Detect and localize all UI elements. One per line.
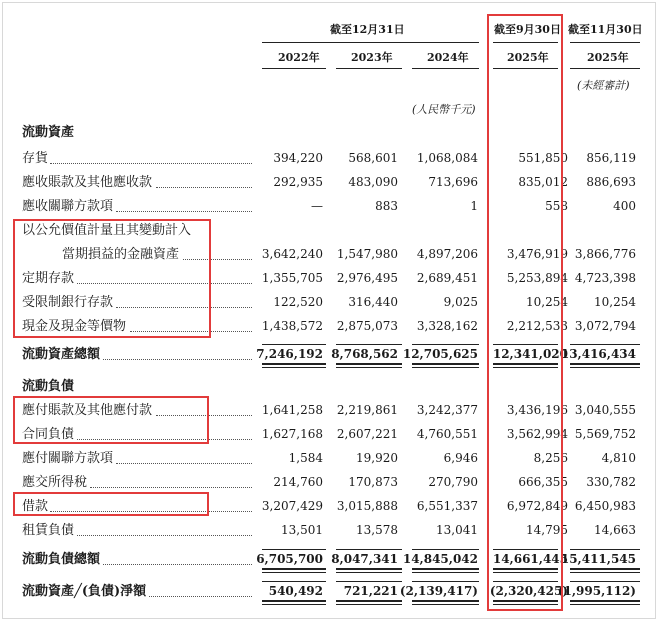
asset-row-label-5: 受限制銀行存款 — [22, 295, 114, 310]
header-nov30-rule — [570, 42, 640, 43]
liability-total-value-4: 15,411,545 — [560, 552, 636, 566]
liability-row-5-value-0: 13,501 — [281, 523, 323, 537]
liability-row-2-value-1: 19,920 — [356, 451, 398, 465]
year-2023-rule — [336, 68, 402, 69]
asset-row-label-1: 應收賬款及其他應收款 — [22, 175, 153, 190]
leader-dots — [90, 487, 252, 488]
asset-total-value-2: 12,705,625 — [402, 347, 478, 361]
liability-row-label-3: 應交所得稅 — [22, 475, 88, 490]
liability-row-4-value-2: 6,551,337 — [416, 499, 478, 513]
liability-row-label-5: 租賃負債 — [22, 523, 75, 538]
total-top-rule — [336, 549, 402, 550]
asset-row-3-value-2: 4,897,206 — [416, 247, 478, 261]
total-bottom-rule — [570, 600, 640, 602]
leader-dots — [103, 359, 252, 360]
total-bottom-rule2 — [570, 572, 640, 573]
total-bottom-rule — [336, 600, 402, 602]
header-dec31-rule — [262, 42, 479, 43]
year-2022: 2022年 — [278, 51, 320, 64]
total-bottom-rule2 — [412, 367, 479, 368]
asset-row-5-value-0: 122,520 — [273, 295, 323, 309]
asset-row-2-value-1: 883 — [375, 199, 398, 213]
liability-row-label-0: 應付賬款及其他應付款 — [22, 403, 153, 418]
total-bottom-rule2 — [412, 572, 479, 573]
net-value-4: (1,995,112) — [557, 584, 636, 598]
asset-row-4-value-0: 1,355,705 — [261, 271, 323, 285]
liability-row-3-value-1: 170,873 — [348, 475, 398, 489]
liability-row-label-4: 借款 — [22, 499, 49, 514]
unaudited-note: (未經審計) — [577, 79, 630, 92]
asset-row-2-value-4: 400 — [613, 199, 636, 213]
asset-row-0-value-2: 1,068,084 — [416, 151, 478, 165]
total-bottom-rule2 — [412, 604, 479, 605]
total-top-rule — [336, 581, 402, 582]
liability-row-4-value-4: 6,450,983 — [574, 499, 636, 513]
asset-row-0-value-0: 394,220 — [273, 151, 323, 165]
liability-total-value-0: 6,705,700 — [256, 552, 323, 566]
total-bottom-rule2 — [262, 367, 326, 368]
asset-row-5-value-4: 10,254 — [594, 295, 636, 309]
asset-row-6-value-0: 1,438,572 — [261, 319, 323, 333]
asset-row-2-value-3: 558 — [545, 199, 568, 213]
total-bottom-rule — [570, 568, 640, 570]
total-bottom-rule — [412, 568, 479, 570]
total-bottom-rule — [262, 600, 326, 602]
header-dec31-label: 截至12月31日 — [330, 23, 405, 36]
asset-total-value-3: 12,341,020 — [492, 347, 568, 361]
asset-row-1-value-0: 292,935 — [273, 175, 323, 189]
total-bottom-rule — [570, 363, 640, 365]
total-bottom-rule2 — [336, 367, 402, 368]
liability-total-value-1: 8,047,341 — [331, 552, 398, 566]
liability-row-0-value-0: 1,641,258 — [261, 403, 323, 417]
liability-row-4-value-3: 6,972,849 — [506, 499, 568, 513]
total-bottom-rule2 — [570, 367, 640, 368]
leader-dots — [149, 596, 252, 597]
asset-row-1-value-2: 713,696 — [428, 175, 478, 189]
leader-dots — [103, 564, 252, 565]
total-top-rule — [262, 549, 326, 550]
total-bottom-rule2 — [262, 572, 326, 573]
net-value-2: (2,139,417) — [399, 584, 478, 598]
total-top-rule — [570, 344, 640, 345]
net-value-3: (2,320,425) — [489, 584, 568, 598]
total-top-rule — [412, 344, 479, 345]
current-liabilities-title: 流動負債 — [22, 379, 75, 394]
asset-row-5-value-1: 316,440 — [348, 295, 398, 309]
liability-row-4-value-0: 3,207,429 — [261, 499, 323, 513]
liability-row-5-value-3: 14,795 — [526, 523, 568, 537]
asset-row-3-value-4: 3,866,776 — [574, 247, 636, 261]
year-2025-nov: 2025年 — [587, 51, 629, 64]
total-top-rule — [336, 344, 402, 345]
asset-row-5-value-3: 10,254 — [526, 295, 568, 309]
leader-dots — [156, 187, 252, 188]
leader-dots — [50, 163, 252, 164]
liability-row-0-value-3: 3,436,196 — [506, 403, 568, 417]
total-top-rule — [570, 549, 640, 550]
liability-row-0-value-4: 3,040,555 — [574, 403, 636, 417]
asset-total-value-1: 8,768,562 — [331, 347, 398, 361]
highlight-sep30-column-box — [487, 14, 563, 611]
liability-row-label-2: 應付關聯方款項 — [22, 451, 114, 466]
asset-row-label-6: 現金及現金等價物 — [22, 319, 127, 334]
asset-row-5-value-2: 9,025 — [443, 295, 478, 309]
asset-row-4-value-3: 5,253,894 — [506, 271, 568, 285]
liability-row-1-value-3: 3,562,994 — [506, 427, 568, 441]
liability-row-0-value-2: 3,242,377 — [416, 403, 478, 417]
liability-row-1-value-1: 2,607,221 — [336, 427, 398, 441]
liability-row-3-value-2: 270,790 — [428, 475, 478, 489]
asset-row-6-value-1: 2,875,073 — [336, 319, 398, 333]
total-top-rule — [262, 581, 326, 582]
total-bottom-rule — [336, 363, 402, 365]
asset-total-value-4: 13,416,434 — [560, 347, 636, 361]
liability-row-1-value-0: 1,627,168 — [261, 427, 323, 441]
liability-row-4-value-1: 3,015,888 — [336, 499, 398, 513]
liability-row-0-value-1: 2,219,861 — [336, 403, 398, 417]
total-top-rule — [570, 581, 640, 582]
liability-row-5-value-4: 14,663 — [594, 523, 636, 537]
highlight-payables-box — [13, 396, 209, 444]
liability-row-1-value-2: 4,760,551 — [416, 427, 478, 441]
asset-total-label: 流動資產總額 — [22, 347, 101, 362]
asset-row-0-value-4: 856,119 — [586, 151, 636, 165]
net-value-1: 721,221 — [343, 584, 398, 598]
liability-row-2-value-0: 1,584 — [288, 451, 323, 465]
asset-row-3-value-1: 1,547,980 — [336, 247, 398, 261]
liability-row-2-value-4: 4,810 — [601, 451, 636, 465]
asset-row-4-value-1: 2,976,495 — [336, 271, 398, 285]
total-bottom-rule2 — [570, 604, 640, 605]
liability-row-2-value-2: 6,946 — [443, 451, 478, 465]
total-bottom-rule2 — [336, 572, 402, 573]
total-bottom-rule — [336, 568, 402, 570]
liability-total-label: 流動負債總額 — [22, 552, 101, 567]
liability-row-label-1: 合同負債 — [22, 427, 75, 442]
total-bottom-rule — [262, 363, 326, 365]
total-top-rule — [412, 549, 479, 550]
asset-total-value-0: 7,246,192 — [256, 347, 323, 361]
asset-row-1-value-4: 886,693 — [586, 175, 636, 189]
highlight-financial-assets-box — [13, 219, 211, 338]
year-2022-rule — [262, 68, 326, 69]
current-assets-title: 流動資產 — [22, 125, 75, 140]
total-top-rule — [262, 344, 326, 345]
liability-row-5-value-2: 13,041 — [436, 523, 478, 537]
net-label: 流動資產╱(負債)淨額 — [22, 584, 147, 599]
asset-row-label-4: 定期存款 — [22, 271, 75, 286]
total-bottom-rule — [412, 363, 479, 365]
year-2025-nov-rule — [570, 68, 640, 69]
currency-unit: (人民幣千元) — [412, 103, 476, 116]
liability-total-value-3: 14,661,445 — [492, 552, 568, 566]
total-top-rule — [412, 581, 479, 582]
highlight-borrowings-box — [13, 492, 209, 516]
year-2024: 2024年 — [427, 51, 469, 64]
year-2024-rule — [412, 68, 479, 69]
asset-row-label-3: 以公允價值計量且其變動計入 — [22, 223, 192, 238]
leader-dots — [77, 535, 252, 536]
asset-row-2-value-2: 1 — [470, 199, 478, 213]
total-bottom-rule2 — [262, 604, 326, 605]
asset-row-6-value-3: 2,212,533 — [506, 319, 568, 333]
liability-row-5-value-1: 13,578 — [356, 523, 398, 537]
asset-row-0-value-3: 551,850 — [518, 151, 568, 165]
asset-row-2-value-0: — — [311, 199, 323, 213]
asset-row-label2-3: 當期損益的金融資產 — [62, 247, 180, 262]
liability-row-3-value-3: 666,355 — [518, 475, 568, 489]
total-bottom-rule2 — [336, 604, 402, 605]
liability-row-2-value-3: 8,256 — [533, 451, 568, 465]
leader-dots — [116, 211, 252, 212]
asset-row-0-value-1: 568,601 — [348, 151, 398, 165]
liability-row-1-value-4: 5,569,752 — [574, 427, 636, 441]
liability-row-3-value-0: 214,760 — [273, 475, 323, 489]
total-bottom-rule — [412, 600, 479, 602]
asset-row-6-value-4: 3,072,794 — [574, 319, 636, 333]
year-2025-sep: 2025年 — [507, 51, 549, 64]
asset-row-1-value-3: 835,012 — [518, 175, 568, 189]
header-sep30-label: 截至9月30日 — [494, 23, 561, 36]
header-nov30-label: 截至11月30日 — [568, 23, 643, 36]
liability-row-3-value-4: 330,782 — [586, 475, 636, 489]
asset-row-4-value-4: 4,723,398 — [574, 271, 636, 285]
total-bottom-rule — [262, 568, 326, 570]
asset-row-label-2: 應收關聯方款項 — [22, 199, 114, 214]
asset-row-6-value-2: 3,328,162 — [416, 319, 478, 333]
net-value-0: 540,492 — [268, 584, 323, 598]
asset-row-3-value-0: 3,642,240 — [261, 247, 323, 261]
asset-row-label-0: 存貨 — [22, 151, 49, 166]
asset-row-1-value-1: 483,090 — [348, 175, 398, 189]
year-2023: 2023年 — [351, 51, 393, 64]
leader-dots — [116, 463, 252, 464]
asset-row-4-value-2: 2,689,451 — [416, 271, 478, 285]
asset-row-3-value-3: 3,476,919 — [506, 247, 568, 261]
liability-total-value-2: 14,845,042 — [402, 552, 478, 566]
